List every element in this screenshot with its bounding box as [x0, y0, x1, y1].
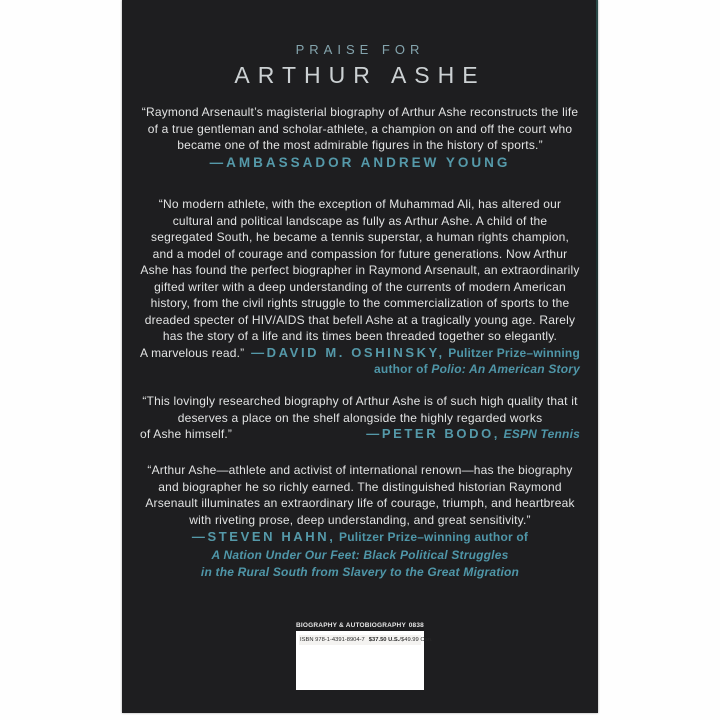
book-title: ARTHUR ASHE [234, 62, 486, 88]
barcode-header [296, 622, 424, 629]
quote-steven-hahn [140, 462, 580, 581]
attribution-work-line-2: in the Rural South from Slavery to the Great Migration [200, 565, 520, 579]
back-cover [122, 0, 598, 713]
barcode-box [296, 631, 433, 690]
attribution-credential: Pulitzer Prize–winning [448, 345, 580, 360]
quote-tail-text: of Ashe himself.” [140, 427, 233, 441]
attribution-work-title: Polio: An American Story [431, 362, 580, 376]
attribution-work-line [140, 361, 580, 378]
attribution-author-of: author of [374, 362, 428, 376]
quote-andrew-young [140, 104, 580, 171]
price-can: /$49.99 Can. [399, 637, 433, 643]
quote-text: “Raymond Arsenault’s magisterial biography of Arthur Ashe reconstructs the life of a true gentleman and scholar-athlete, a champion on and off the court who became one of the most admirable figures in the history of sports.” [141, 105, 579, 152]
quote-attribution [366, 426, 580, 443]
bisac-category: BIOGRAPHY & AUTOBIOGRAPHY [296, 622, 406, 629]
quote-attribution [140, 529, 580, 546]
quote-david-oshinsky [140, 196, 580, 378]
isbn-line [299, 635, 433, 645]
attribution-credential: Pulitzer Prize–winning author of [339, 530, 529, 544]
page-edge-highlight [596, 0, 598, 420]
attribution-name: —DAVID M. OSHINSKY, [251, 344, 445, 360]
praise-kicker: PRAISE FOR [295, 42, 425, 57]
price [369, 637, 433, 643]
barcode-area [122, 622, 598, 690]
quote-text: “This lovingly researched biography of Arthur Ashe is of such high quality that it deserves a place on the shelf alongside the highly regarded works [142, 394, 578, 425]
category-code: 0838 [408, 622, 424, 629]
price-us: $37.50 U.S. [368, 637, 400, 643]
quote-tail-line [140, 426, 580, 443]
quote-tail-text: A marvelous read.” [140, 345, 245, 360]
isbn-number: ISBN 978-1-4391-8904-7 [300, 637, 365, 643]
attribution-name: —PETER BODO, [366, 426, 500, 441]
attribution-name: —AMBASSADOR ANDREW YOUNG [209, 154, 511, 170]
attribution-work-line-1: A Nation Under Our Feet: Black Political Struggles [211, 547, 509, 562]
quote-peter-bodo [140, 393, 580, 443]
attribution-name: —STEVEN HAHN, [191, 529, 336, 544]
quote-text: “Arthur Ashe—athlete and activist of international renown—has the biography and biographer he so richly earned. The distinguished historian Raymond Arsenault illuminates an extraordinary life of courage, triumph, and heartbreak with riveting prose, deep understanding, and great sensitivity.” [145, 463, 575, 527]
quote-tail-line [140, 345, 580, 362]
quote-attribution [251, 345, 580, 362]
attribution-work-title: ESPN Tennis [503, 427, 580, 441]
quote-attribution [140, 155, 580, 172]
cover-content [122, 0, 598, 713]
quote-text: “No modern athlete, with the exception of Muhammad Ali, has altered our cultural and political landscape as fully as Arthur Ashe. A child of the segregated South, he became a tennis superstar, a human rights champion, and a model of courage and compassion for future generations. Now Arthur Ashe has found the perfect biographer in Raymond Arsenault, an extraordinarily gifted writer with a deep understanding of the currents of modern American history, from the civil rights struggle to the commercialization of sports to the dreaded specter of HIV/AIDS that befell Ashe at a tragically young age. Rarely has the story of a life and its times been threaded together so elegantly. [140, 197, 580, 343]
